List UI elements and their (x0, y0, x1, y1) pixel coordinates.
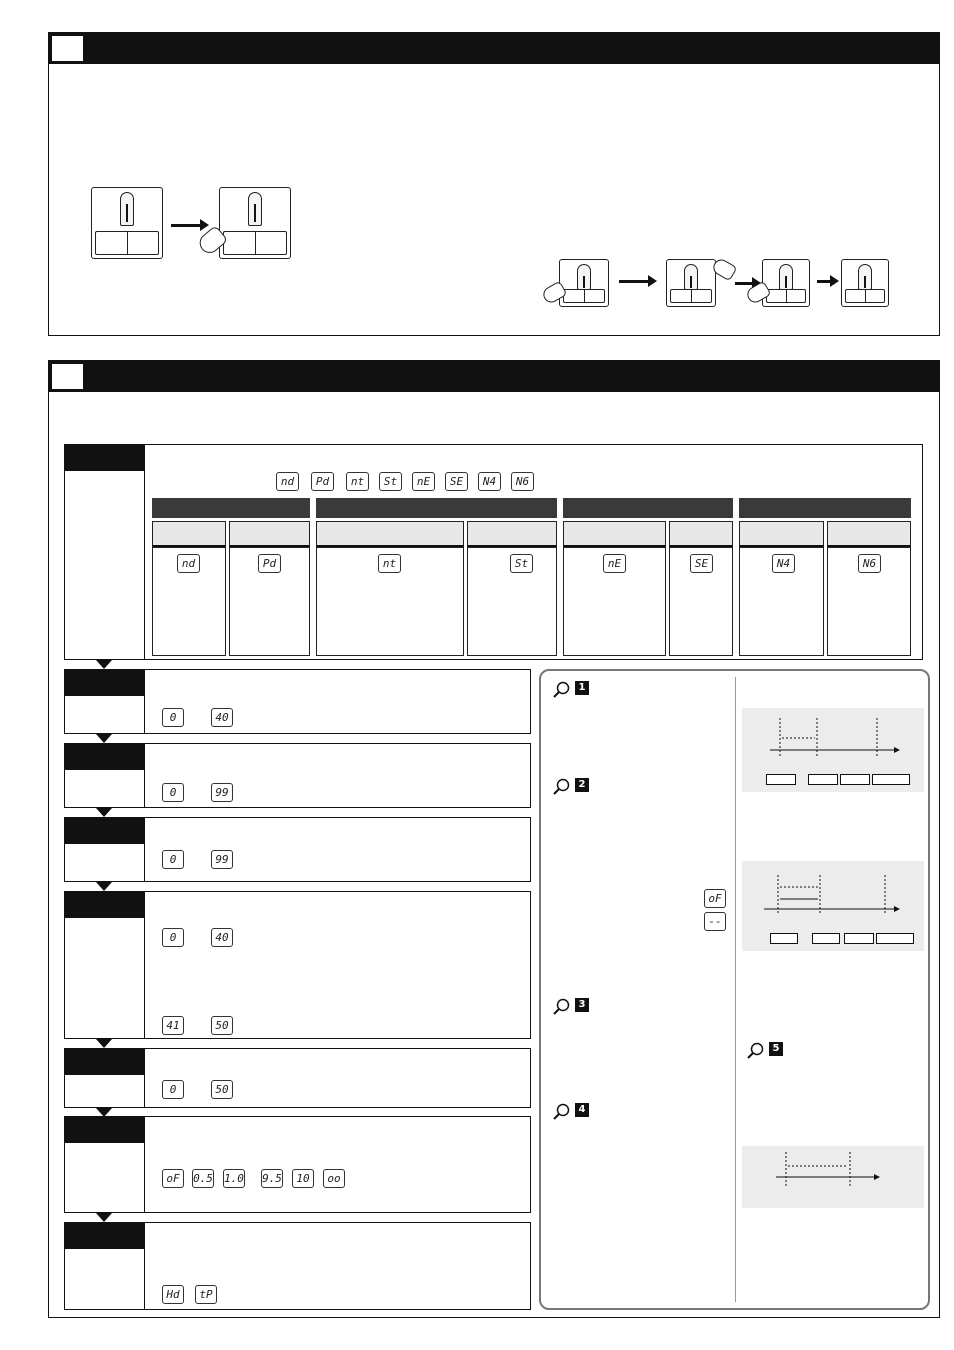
lcd-value: 1.0 (223, 1169, 245, 1188)
section-2-number-box (52, 364, 83, 389)
device-illustration-4 (666, 259, 716, 307)
lcd-value: 10 (292, 1169, 314, 1188)
group-header-3 (563, 498, 733, 518)
section-2-header-bar (49, 361, 939, 392)
lcd-value: 50 (211, 1016, 233, 1035)
lcd-value: 99 (211, 783, 233, 802)
device-illustration-5 (762, 259, 810, 307)
lcd-strip-ne: nE (412, 472, 435, 491)
lcd-value: 99 (211, 850, 233, 869)
device-illustration-2 (219, 187, 291, 259)
timing-diagram-3-lines (742, 1146, 924, 1208)
device-illustration-1 (91, 187, 163, 259)
lcd-value: 9.5 (261, 1169, 283, 1188)
flow-arrow-icon (96, 1213, 112, 1222)
col-body-st (467, 547, 557, 656)
note-number-1: 1 (575, 681, 589, 695)
col-lcd-n4: N4 (772, 554, 795, 573)
right-arrow-icon (619, 280, 649, 283)
diagram-box (876, 933, 914, 944)
step-label-5 (65, 892, 145, 1038)
diagram-box (840, 774, 870, 785)
diagram-box (844, 933, 874, 944)
lcd-value: 0 (162, 783, 184, 802)
flow-arrow-icon (96, 1039, 112, 1048)
timing-diagram-2 (742, 861, 924, 951)
device-illustration-6 (841, 259, 889, 307)
right-arrow-icon (171, 224, 201, 227)
lcd-value: 0.5 (192, 1169, 214, 1188)
note-number-3: 3 (575, 998, 589, 1012)
step-label-7 (65, 1117, 145, 1212)
magnifier-icon (553, 681, 571, 699)
col-subheader-pd (229, 521, 310, 547)
step-7 (64, 1116, 531, 1213)
col-subheader-nt (316, 521, 464, 547)
pattern-select-panel (64, 444, 923, 660)
section-1-number-box (52, 36, 83, 61)
lcd-strip-st: St (379, 472, 402, 491)
diagram-box (808, 774, 838, 785)
step-6 (64, 1048, 531, 1108)
lcd-strip-n6: N6 (511, 472, 534, 491)
group-header-2 (316, 498, 557, 518)
lcd-value: 0 (162, 850, 184, 869)
col-body-nd (152, 547, 226, 656)
flow-arrow-icon (96, 808, 112, 817)
col-body-pd (229, 547, 310, 656)
note-number-5: 5 (769, 1042, 783, 1056)
magnifier-icon (553, 778, 571, 796)
step-label-6 (65, 1049, 145, 1107)
step-5 (64, 891, 531, 1039)
step-4 (64, 817, 531, 882)
magnifier-icon (553, 1103, 571, 1121)
col-body-se (669, 547, 733, 656)
step-label-2 (65, 670, 145, 733)
step-2 (64, 669, 531, 734)
col-lcd-ne: nE (603, 554, 626, 573)
lcd-value: 0 (162, 928, 184, 947)
step-label-1 (65, 445, 145, 659)
device-illustration-3 (559, 259, 609, 307)
col-lcd-n6: N6 (858, 554, 881, 573)
lcd-strip-pd: Pd (311, 472, 334, 491)
lcd-dash: -- (704, 912, 726, 931)
lcd-value: oo (323, 1169, 345, 1188)
col-lcd-pd: Pd (258, 554, 281, 573)
col-body-n6 (827, 547, 911, 656)
lcd-value: 40 (211, 928, 233, 947)
notes-divider (735, 677, 736, 1302)
right-arrow-icon (735, 282, 753, 285)
lcd-value: tP (195, 1285, 217, 1304)
col-body-ne (563, 547, 666, 656)
step-8 (64, 1222, 531, 1310)
section-1 (48, 32, 940, 336)
note-number-2: 2 (575, 778, 589, 792)
step-label-8 (65, 1223, 145, 1309)
diagram-box (812, 933, 840, 944)
col-subheader-nd (152, 521, 226, 547)
col-lcd-st: St (510, 554, 533, 573)
right-arrow-icon (817, 280, 831, 283)
col-lcd-nd: nd (177, 554, 200, 573)
group-header-4 (739, 498, 911, 518)
lcd-value: Hd (162, 1285, 184, 1304)
step-label-3 (65, 744, 145, 807)
flow-arrow-icon (96, 734, 112, 743)
lcd-strip-nd: nd (276, 472, 299, 491)
diagram-box (872, 774, 910, 785)
notes-panel (539, 669, 930, 1310)
flow-arrow-icon (96, 660, 112, 669)
magnifier-icon (747, 1042, 765, 1060)
lcd-of: oF (704, 889, 726, 908)
timing-diagram-3 (742, 1146, 924, 1208)
lcd-value: oF (162, 1169, 184, 1188)
col-subheader-ne (563, 521, 666, 547)
lcd-value: 40 (211, 708, 233, 727)
diagram-box (766, 774, 796, 785)
timing-diagram-1 (742, 708, 924, 792)
note-number-4: 4 (575, 1103, 589, 1117)
magnifier-icon (553, 998, 571, 1016)
lcd-value: 41 (162, 1016, 184, 1035)
lcd-value: 50 (211, 1080, 233, 1099)
col-body-n4 (739, 547, 824, 656)
step-label-4 (65, 818, 145, 881)
col-subheader-n6 (827, 521, 911, 547)
lcd-strip-se: SE (445, 472, 468, 491)
step-3 (64, 743, 531, 808)
col-subheader-n4 (739, 521, 824, 547)
diagram-box (770, 933, 798, 944)
col-lcd-se: SE (690, 554, 713, 573)
section-1-header-bar (49, 33, 939, 64)
col-body-nt (316, 547, 464, 656)
group-header-1 (152, 498, 310, 518)
lcd-value: 0 (162, 708, 184, 727)
col-subheader-st (467, 521, 557, 547)
flow-arrow-icon (96, 882, 112, 891)
col-lcd-nt: nt (378, 554, 401, 573)
lcd-strip-nt: nt (346, 472, 369, 491)
lcd-strip-n4: N4 (478, 472, 501, 491)
lcd-value: 0 (162, 1080, 184, 1099)
col-subheader-se (669, 521, 733, 547)
